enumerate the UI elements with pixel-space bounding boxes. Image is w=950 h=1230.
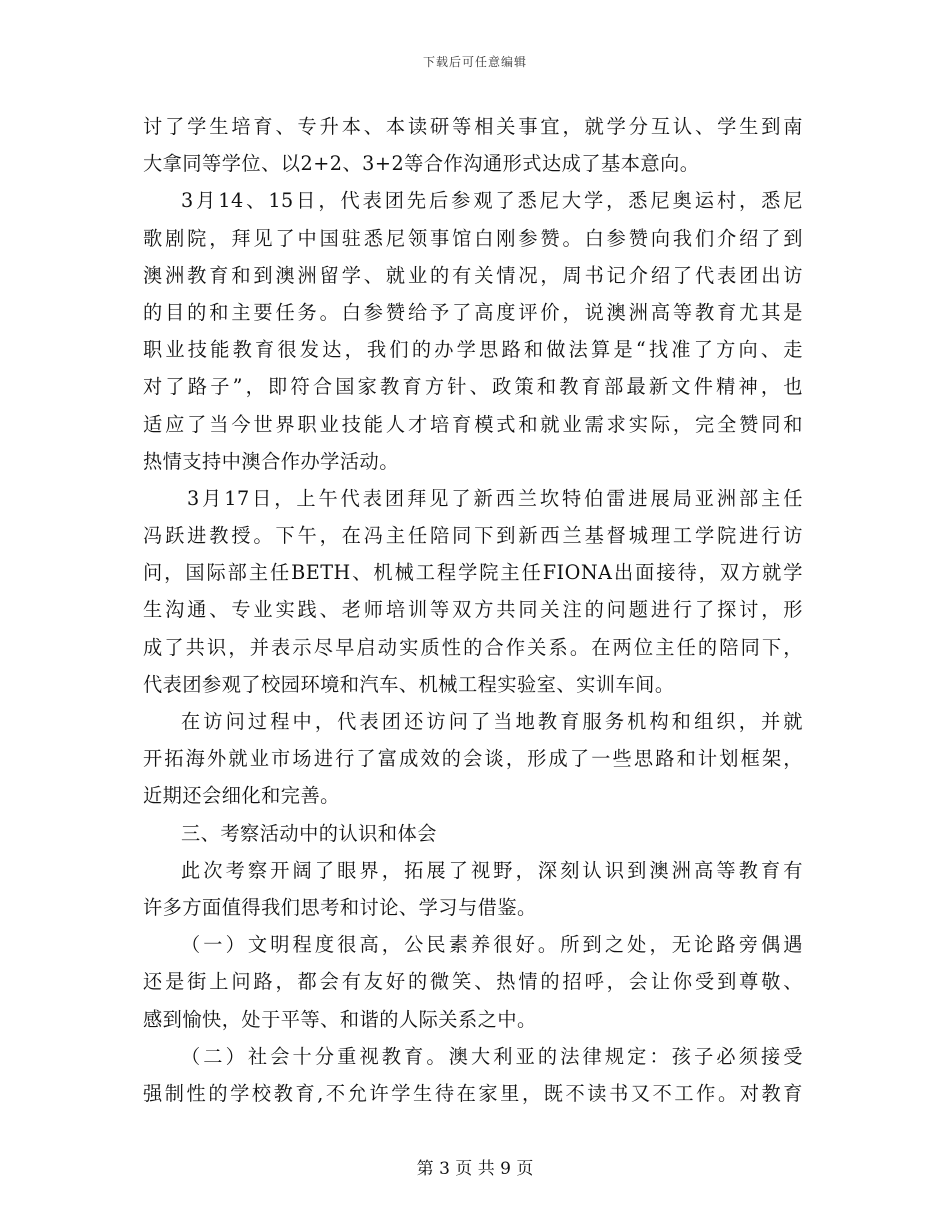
- text-line: 大拿同等学位、以2+2、3+2等合作沟通形式达成了基本意向。: [143, 152, 700, 176]
- text-line: 近期还会细化和完善。: [143, 784, 340, 808]
- text-line: 三、考察活动中的认识和体会: [181, 821, 437, 845]
- text-line: 生沟通、专业实践、老师培训等双方共同关注的问题进行了探讨，形: [143, 598, 803, 622]
- text-line: 适应了当今世界职业技能人才培育模式和就业需求实际，完全赞同和: [143, 412, 803, 436]
- text-line: 还是街上问路，都会有友好的微笑、热情的招呼，会让你受到尊敬、: [143, 970, 803, 994]
- page-footer: 第 3 页 共 9 页: [416, 1159, 534, 1179]
- text-line: 开拓海外就业市场进行了富成效的会谈，形成了一些思路和计划框架，: [143, 747, 803, 771]
- text-line: 澳洲教育和到澳洲留学、就业的有关情况，周书记介绍了代表团出访: [143, 263, 803, 287]
- text-line: 成了共识，并表示尽早启动实质性的合作关系。在两位主任的陪同下，: [143, 635, 803, 659]
- text-line: 对了路子”，即符合国家教育方针、政策和教育部最新文件精神，也: [143, 375, 803, 399]
- text-line: 在访问过程中，代表团还访问了当地教育服务机构和组织，并就: [181, 710, 803, 733]
- text-line: 3月14、15日，代表团先后参观了悉尼大学，悉尼奥运村，悉尼: [181, 189, 803, 213]
- text-line: 热情支持中澳合作办学活动。: [143, 449, 399, 473]
- text-line: （二）社会十分重视教育。澳大利亚的法律规定：孩子必须接受: [181, 1044, 803, 1068]
- text-line: 3月17日，上午代表团拜见了新西兰坎特伯雷进展局亚洲部主任: [187, 486, 803, 510]
- text-line: 职业技能教育很发达，我们的办学思路和做法算是“找准了方向、走: [143, 338, 803, 362]
- text-line: 强制性的学校教育,不允许学生待在家里，既不读书又不工作。对教育: [143, 1081, 803, 1105]
- document-body: [143, 108, 803, 1112]
- text-line: 的目的和主要任务。白参赞给予了高度评价，说澳洲高等教育尤其是: [143, 300, 803, 324]
- text-line: （一）文明程度很高，公民素养很好。所到之处，无论路旁偶遇: [181, 933, 803, 957]
- text-line: 冯跃进教授。下午，在冯主任陪同下到新西兰基督城理工学院进行访: [143, 524, 803, 548]
- text-line: 感到愉快，处于平等、和谐的人际关系之中。: [143, 1007, 537, 1031]
- text-line: 讨了学生培育、专升本、本读研等相关事宜，就学分互认、学生到南: [143, 115, 803, 138]
- text-line: 歌剧院，拜见了中国驻悉尼领事馆白刚参赞。白参赞向我们介绍了到: [143, 226, 803, 250]
- text-line: 此次考察开阔了眼界，拓展了视野，深刻认识到澳洲高等教育有: [181, 858, 803, 882]
- text-line: 代表团参观了校园环境和汽车、机械工程实验室、实训车间。: [143, 672, 675, 696]
- text-line: 问，国际部主任BETH、机械工程学院主任FIONA出面接待，双方就学: [143, 561, 803, 585]
- text-line: 许多方面值得我们思考和讨论、学习与借鉴。: [143, 895, 537, 919]
- page-header: 下载后可任意编辑: [422, 55, 527, 69]
